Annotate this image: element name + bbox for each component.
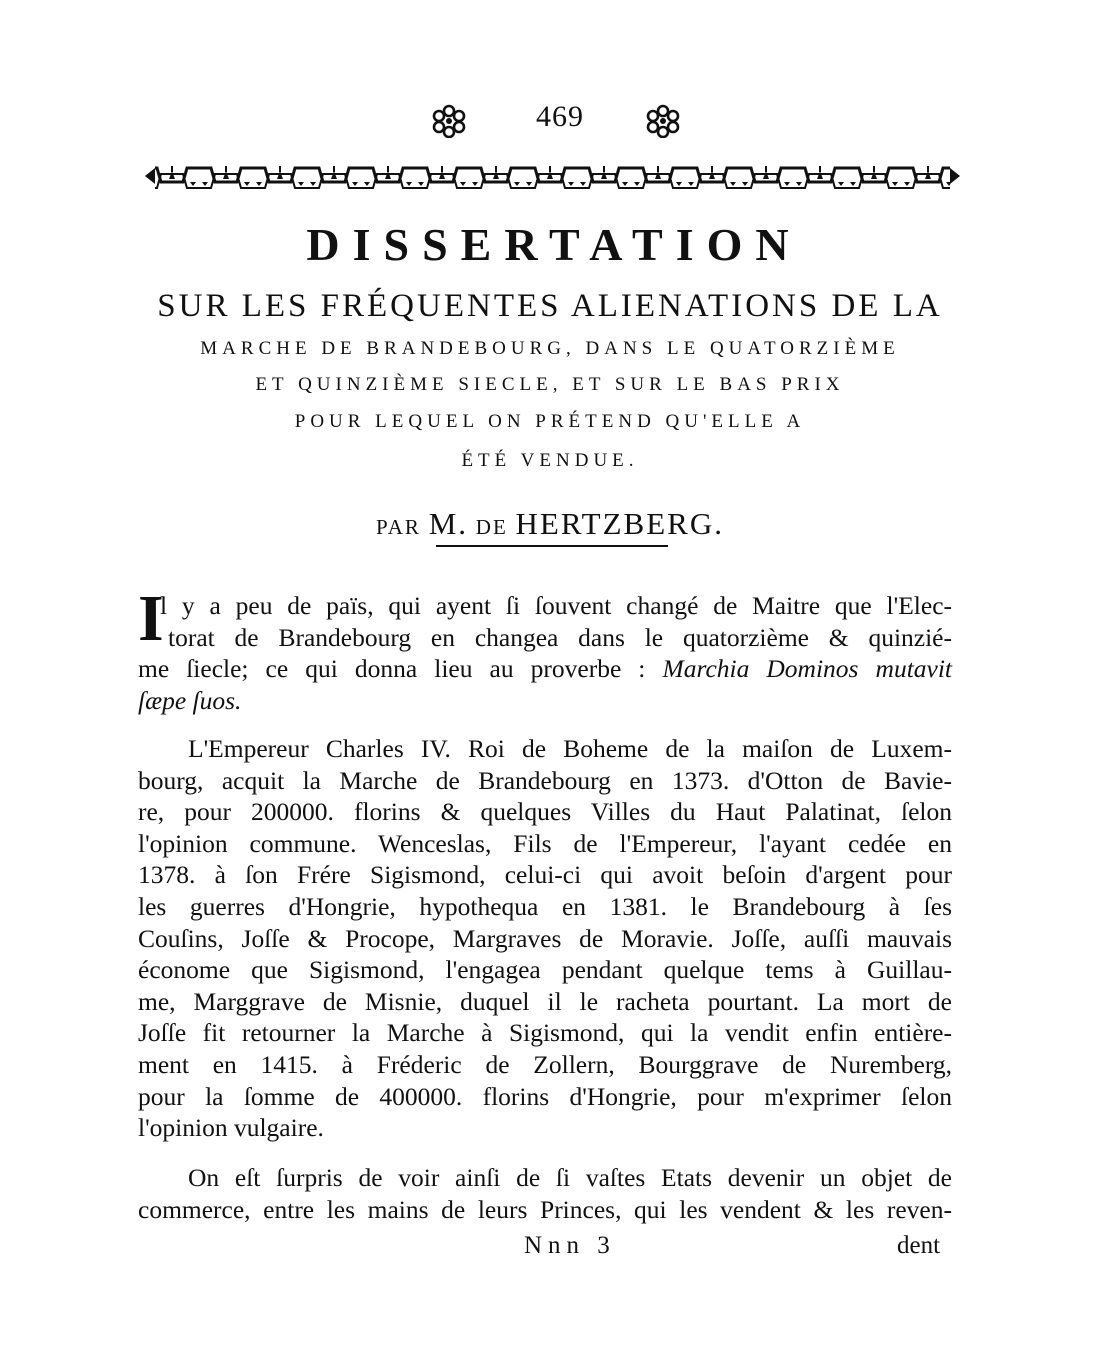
text-line: pour la ſomme de 400000. florins d'Hongrie, pour m'exprimer ſelon (138, 1081, 952, 1111)
fleuron-icon (646, 104, 680, 138)
text-line: ment en 1415. à Fréderic de Zollern, Bourggrave de Nuremberg, (138, 1049, 952, 1079)
subtitle-line: MARCHE DE BRANDEBOURG, DANS LE QUATORZIÈME (200, 338, 900, 359)
text-line: bourg, acquit la Marche de Brandebourg en 1373. d'Otton de Bavie- (138, 765, 952, 795)
author-title: M. (428, 506, 469, 541)
author-name: HERTZBERG. (515, 506, 724, 541)
paragraph-3 (138, 1162, 952, 1225)
text-line: l'opinion commune. Wenceslas, Fils de l'Empereur, l'ayant cedée en (138, 828, 952, 858)
drop-cap: I (138, 582, 164, 655)
text-line: L'Empereur Charles IV. Roi de Boheme de la maiſon de Luxem- (188, 734, 952, 763)
text-line (138, 653, 952, 685)
text-line: Couſins, Joſſe & Procope, Margraves de Moravie. Joſſe, auſſi mauvais (138, 923, 952, 953)
latin-quote: ſæpe ſuos. (138, 685, 242, 715)
text-line: torat de Brandebourg en changea dans le quatorzième & quinzié- (168, 622, 952, 652)
author-par: PAR (376, 515, 421, 539)
latin-quote: Marchia Dominos mutavit (662, 654, 953, 684)
author-particle: DE (475, 515, 508, 539)
text-line: re, pour 200000. florins & quelques Villes du Haut Palatinat, ſelon (138, 797, 952, 827)
author-rule-divider (436, 545, 668, 547)
text-line: économe que Sigismond, l'engagea pendant quelque tems à Guillau- (138, 955, 952, 985)
text-line: l y a peu de païs, qui ayent ſi ſouvent changé de Maitre que l'Elec- (160, 591, 952, 620)
text-line: me, Marggrave de Misnie, duquel il le racheta pourtant. La mort de (138, 986, 952, 1016)
fleuron-icon (432, 104, 466, 138)
catchword: dent (897, 1232, 941, 1259)
decorative-border-band (145, 160, 960, 192)
paragraph-1 (138, 590, 952, 716)
subtitle-line: POUR LEQUEL ON PRÉTEND QU'ELLE A (294, 411, 806, 432)
text-line: Joſſe fit retourner la Marche à Sigismond, qui la vendit enfin entière- (138, 1018, 952, 1048)
subtitle-line: ET QUINZIÈME SIECLE, ET SUR LE BAS PRIX (255, 374, 845, 395)
text-line: les guerres d'Hongrie, hypothequa en 1381. le Brandebourg à ſes (138, 891, 952, 921)
subtitle-line: ÉTÉ VENDUE. (461, 450, 639, 471)
text-line: On eſt ſurpris de voir ainſi de ſi vaſtes Etats devenir un objet de (188, 1163, 952, 1192)
text-line: l'opinion vulgaire. (138, 1113, 324, 1143)
page-title: DISSERTATION (306, 219, 802, 270)
page-footer (0, 1232, 1100, 1264)
subtitle-main: SUR LES FRÉQUENTES ALIENATIONS DE LA (157, 288, 943, 324)
author-byline (0, 506, 1100, 542)
running-header (0, 100, 1100, 150)
text-line: commerce, entre les mains de leurs Princes, qui les vendent & les reven- (138, 1194, 952, 1224)
paragraph-2 (138, 733, 952, 1144)
text-run: me ſiecle; ce qui donna lieu au proverbe : (138, 654, 646, 684)
text-line (138, 685, 952, 717)
signature-mark: Nnn 3 (524, 1232, 616, 1259)
page-number: 469 (536, 100, 584, 133)
text-line: 1378. à ſon Frére Sigismond, celui-ci qui avoit beſoin d'argent pour (138, 860, 952, 890)
